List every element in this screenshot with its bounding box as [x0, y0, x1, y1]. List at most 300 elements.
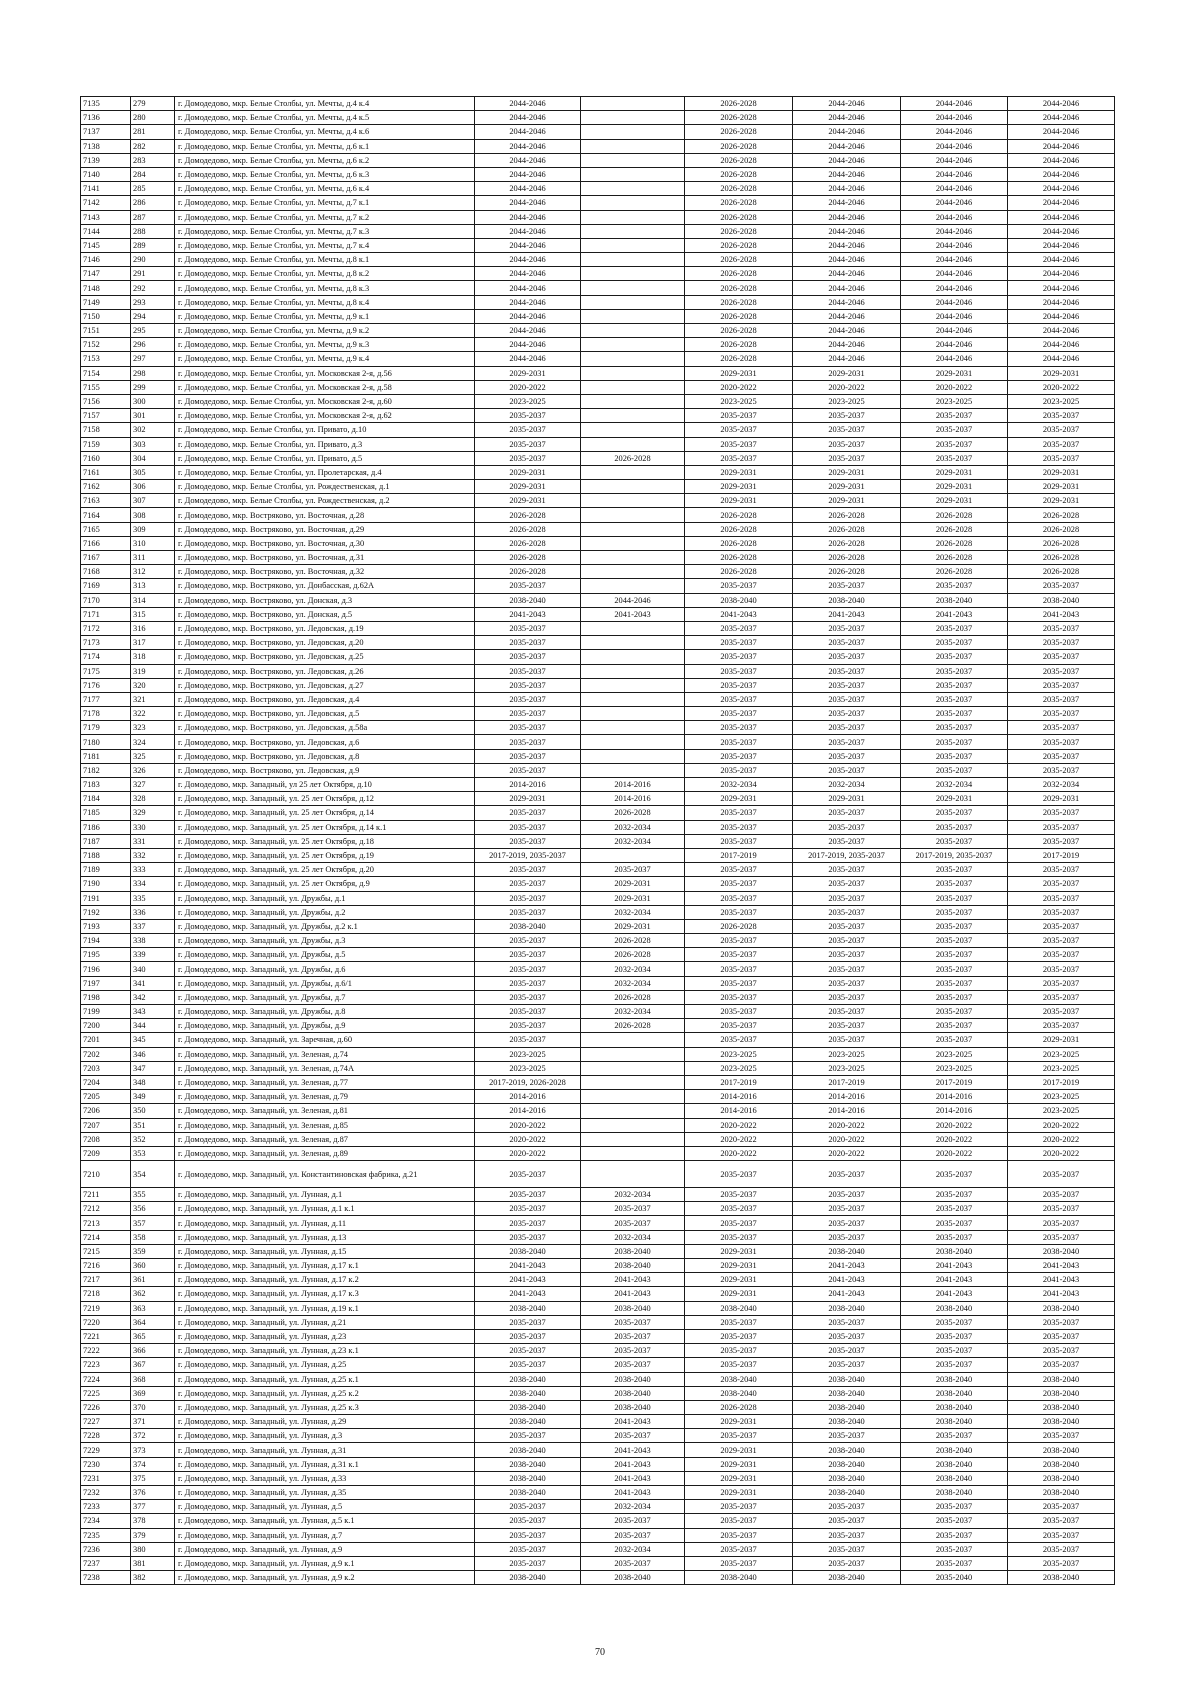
- table-cell: 328: [131, 792, 175, 806]
- table-cell: г. Домодедово, мкр. Западный, ул. Лунная, д.31: [175, 1443, 475, 1457]
- table-cell: 2044-2046: [793, 111, 901, 125]
- table-cell: 2044-2046: [901, 281, 1008, 295]
- table-cell: 7227: [81, 1415, 131, 1429]
- table-cell: 2044-2046: [475, 196, 581, 210]
- table-cell: г. Домодедово, мкр. Западный, ул. Дружбы, д.2: [175, 905, 475, 919]
- table-cell: 2035-2037: [901, 820, 1008, 834]
- table-cell: 7135: [81, 97, 131, 111]
- table-row: [81, 763, 1115, 777]
- table-cell: г. Домодедово, мкр. Белые Столбы, ул. Мечты, д.6 к.2: [175, 153, 475, 167]
- table-cell: 2023-2025: [685, 394, 793, 408]
- table-cell: 2035-2037: [901, 1514, 1008, 1528]
- table-cell: 2035-2037: [793, 806, 901, 820]
- table-cell: 2035-2037: [685, 721, 793, 735]
- table-cell: [581, 636, 685, 650]
- table-cell: 2020-2022: [901, 380, 1008, 394]
- table-cell: 2023-2025: [1008, 1047, 1115, 1061]
- table-cell: 7211: [81, 1188, 131, 1202]
- table-cell: 2026-2028: [901, 508, 1008, 522]
- table-cell: 2035-2037: [793, 650, 901, 664]
- table-cell: 2029-2031: [685, 792, 793, 806]
- table-cell: 2038-2040: [475, 593, 581, 607]
- table-row: [81, 1571, 1115, 1585]
- table-row: [81, 607, 1115, 621]
- table-cell: 337: [131, 919, 175, 933]
- table-cell: 2041-2043: [901, 1287, 1008, 1301]
- table-cell: 310: [131, 536, 175, 550]
- table-cell: 2026-2028: [685, 97, 793, 111]
- table-cell: [581, 423, 685, 437]
- table-cell: 2038-2040: [475, 1386, 581, 1400]
- table-cell: 7214: [81, 1230, 131, 1244]
- table-row: [81, 125, 1115, 139]
- table-cell: 2035-2037: [685, 934, 793, 948]
- table-cell: 2044-2046: [793, 182, 901, 196]
- table-cell: 363: [131, 1301, 175, 1315]
- table-cell: 2035-2037: [901, 1230, 1008, 1244]
- table-cell: 2035-2037: [1008, 678, 1115, 692]
- table-cell: 2029-2031: [685, 494, 793, 508]
- table-cell: [581, 565, 685, 579]
- table-cell: 2029-2031: [685, 480, 793, 494]
- table-cell: 7136: [81, 111, 131, 125]
- table-cell: 7179: [81, 721, 131, 735]
- table-cell: 2035-2037: [1008, 863, 1115, 877]
- table-cell: 2035-2037: [901, 891, 1008, 905]
- table-cell: 331: [131, 834, 175, 848]
- table-cell: 2026-2028: [685, 565, 793, 579]
- table-cell: 2014-2016: [475, 1104, 581, 1118]
- table-cell: 2032-2034: [581, 1500, 685, 1514]
- table-cell: 2032-2034: [793, 778, 901, 792]
- table-cell: г. Домодедово, мкр. Востряково, ул. Ледовская, д.19: [175, 621, 475, 635]
- table-cell: 2023-2025: [685, 1047, 793, 1061]
- table-cell: 2023-2025: [1008, 1090, 1115, 1104]
- table-cell: 2035-2037: [793, 749, 901, 763]
- table-row: [81, 1386, 1115, 1400]
- table-cell: 2044-2046: [475, 125, 581, 139]
- table-cell: 2041-2043: [793, 1259, 901, 1273]
- table-row: [81, 1429, 1115, 1443]
- table-cell: 2038-2040: [901, 1400, 1008, 1414]
- table-cell: 7142: [81, 196, 131, 210]
- table-cell: 2029-2031: [901, 792, 1008, 806]
- table-cell: 2035-2037: [475, 721, 581, 735]
- table-cell: 7139: [81, 153, 131, 167]
- table-cell: 2044-2046: [901, 267, 1008, 281]
- table-cell: г. Домодедово, мкр. Западный, ул. Дружбы, д.8: [175, 1005, 475, 1019]
- table-cell: [581, 324, 685, 338]
- table-cell: 2023-2025: [793, 1061, 901, 1075]
- table-cell: 2041-2043: [475, 1287, 581, 1301]
- table-row: [81, 1090, 1115, 1104]
- table-cell: [581, 153, 685, 167]
- table-cell: 2035-2037: [901, 692, 1008, 706]
- table-cell: 2029-2031: [901, 494, 1008, 508]
- table-cell: 2035-2037: [1008, 1358, 1115, 1372]
- table-cell: 339: [131, 948, 175, 962]
- table-cell: 2035-2037: [1008, 806, 1115, 820]
- table-cell: 2035-2037: [901, 919, 1008, 933]
- table-cell: 2044-2046: [1008, 139, 1115, 153]
- table-row: [81, 437, 1115, 451]
- table-cell: 7235: [81, 1528, 131, 1542]
- table-cell: 2035-2037: [901, 423, 1008, 437]
- table-cell: 2035-2037: [1008, 1230, 1115, 1244]
- table-cell: 2035-2037: [475, 1161, 581, 1188]
- table-cell: г. Домодедово, мкр. Западный, ул. Лунная, д.23 к.1: [175, 1344, 475, 1358]
- table-cell: 7194: [81, 934, 131, 948]
- table-cell: 2035-2037: [475, 437, 581, 451]
- table-cell: 2041-2043: [685, 607, 793, 621]
- table-cell: 2035-2037: [475, 749, 581, 763]
- table-cell: 2035-2037: [793, 1514, 901, 1528]
- table-cell: 2035-2037: [1008, 735, 1115, 749]
- table-cell: 7234: [81, 1514, 131, 1528]
- table-cell: 2035-2037: [901, 707, 1008, 721]
- table-cell: [581, 692, 685, 706]
- table-cell: 2026-2028: [685, 111, 793, 125]
- table-cell: г. Домодедово, мкр. Западный, ул. Лунная, д.7: [175, 1528, 475, 1542]
- table-cell: 2038-2040: [1008, 1400, 1115, 1414]
- table-cell: 2035-2037: [1008, 820, 1115, 834]
- table-cell: 2035-2037: [581, 1514, 685, 1528]
- table-cell: 7153: [81, 352, 131, 366]
- table-cell: 2038-2040: [1008, 1301, 1115, 1315]
- table-cell: г. Домодедово, мкр. Белые Столбы, ул. Мечты, д.9 к.3: [175, 338, 475, 352]
- table-cell: 2035-2037: [901, 806, 1008, 820]
- table-cell: 2029-2031: [685, 1471, 793, 1485]
- table-cell: 2044-2046: [475, 210, 581, 224]
- table-cell: 2020-2022: [793, 380, 901, 394]
- table-cell: г. Домодедово, мкр. Белые Столбы, ул. Мечты, д.7 к.2: [175, 210, 475, 224]
- table-cell: 2038-2040: [901, 1443, 1008, 1457]
- table-cell: 2035-2037: [685, 692, 793, 706]
- table-cell: 2029-2031: [475, 366, 581, 380]
- table-cell: г. Домодедово, мкр. Белые Столбы, ул. Мечты, д.6 к.3: [175, 167, 475, 181]
- table-cell: 2035-2037: [685, 834, 793, 848]
- table-row: [81, 97, 1115, 111]
- table-cell: 2035-2037: [475, 976, 581, 990]
- table-row: [81, 1033, 1115, 1047]
- table-cell: 2032-2034: [581, 905, 685, 919]
- table-cell: 2038-2040: [475, 1400, 581, 1414]
- table-cell: г. Домодедово, мкр. Востряково, ул. Восточная, д.29: [175, 522, 475, 536]
- table-row: [81, 863, 1115, 877]
- table-cell: 358: [131, 1230, 175, 1244]
- table-cell: 2032-2034: [581, 1188, 685, 1202]
- table-row: [81, 792, 1115, 806]
- table-cell: 2044-2046: [1008, 97, 1115, 111]
- table-cell: 2029-2031: [685, 1443, 793, 1457]
- table-cell: 2038-2040: [901, 1486, 1008, 1500]
- table-cell: [581, 125, 685, 139]
- table-cell: 2044-2046: [475, 97, 581, 111]
- table-row: [81, 281, 1115, 295]
- table-cell: 2035-2037: [685, 1033, 793, 1047]
- table-cell: 2041-2043: [581, 607, 685, 621]
- table-cell: 2044-2046: [901, 309, 1008, 323]
- table-cell: 7215: [81, 1244, 131, 1258]
- table-cell: 2020-2022: [793, 1132, 901, 1146]
- table-cell: г. Домодедово, мкр. Востряково, ул. Донбасская, д.62А: [175, 579, 475, 593]
- table-cell: 369: [131, 1386, 175, 1400]
- table-cell: 322: [131, 707, 175, 721]
- table-cell: 2035-2037: [475, 1202, 581, 1216]
- table-cell: 7212: [81, 1202, 131, 1216]
- table-cell: [581, 253, 685, 267]
- table-cell: г. Домодедово, мкр. Западный, ул. Лунная, д.35: [175, 1486, 475, 1500]
- table-cell: 7228: [81, 1429, 131, 1443]
- table-cell: 352: [131, 1132, 175, 1146]
- table-cell: 2029-2031: [1008, 480, 1115, 494]
- table-cell: 297: [131, 352, 175, 366]
- table-cell: 284: [131, 167, 175, 181]
- table-cell: 2044-2046: [1008, 153, 1115, 167]
- table-cell: 382: [131, 1571, 175, 1585]
- table-row: [81, 919, 1115, 933]
- table-cell: г. Домодедово, мкр. Западный, ул. Лунная, д.9 к.2: [175, 1571, 475, 1585]
- table-cell: 2029-2031: [793, 480, 901, 494]
- table-cell: 368: [131, 1372, 175, 1386]
- table-cell: 2041-2043: [581, 1486, 685, 1500]
- table-cell: 2035-2037: [685, 1528, 793, 1542]
- table-cell: [581, 139, 685, 153]
- table-cell: 2035-2037: [475, 636, 581, 650]
- table-cell: 7225: [81, 1386, 131, 1400]
- table-cell: 7193: [81, 919, 131, 933]
- table-cell: 2020-2022: [475, 380, 581, 394]
- table-cell: г. Домодедово, мкр. Белые Столбы, ул. Мечты, д.9 к.2: [175, 324, 475, 338]
- table-cell: 2026-2028: [901, 551, 1008, 565]
- table-cell: 2044-2046: [901, 338, 1008, 352]
- table-cell: 7202: [81, 1047, 131, 1061]
- table-row: [81, 834, 1115, 848]
- table-row: [81, 593, 1115, 607]
- table-cell: 2044-2046: [793, 309, 901, 323]
- table-cell: 2038-2040: [901, 593, 1008, 607]
- table-cell: 2035-2037: [685, 1514, 793, 1528]
- table-cell: 2035-2037: [793, 664, 901, 678]
- table-row: [81, 295, 1115, 309]
- table-cell: 362: [131, 1287, 175, 1301]
- table-cell: 2035-2037: [1008, 664, 1115, 678]
- table-cell: г. Домодедово, мкр. Востряково, ул. Ледовская, д.6: [175, 735, 475, 749]
- table-cell: 2041-2043: [475, 607, 581, 621]
- table-cell: 2044-2046: [1008, 267, 1115, 281]
- table-cell: 2038-2040: [1008, 1372, 1115, 1386]
- table-cell: 2032-2034: [581, 976, 685, 990]
- table-row: [81, 1528, 1115, 1542]
- table-row: [81, 267, 1115, 281]
- table-cell: 2035-2037: [793, 692, 901, 706]
- table-cell: [581, 238, 685, 252]
- table-cell: 2044-2046: [901, 210, 1008, 224]
- table-cell: 2044-2046: [475, 324, 581, 338]
- table-row: [81, 238, 1115, 252]
- table-row: [81, 536, 1115, 550]
- table-cell: 7165: [81, 522, 131, 536]
- table-cell: 2038-2040: [581, 1386, 685, 1400]
- table-cell: 2017-2019, 2035-2037: [793, 848, 901, 862]
- table-row: [81, 735, 1115, 749]
- table-cell: г. Домодедово, мкр. Западный, ул. Дружбы, д.7: [175, 990, 475, 1004]
- table-cell: 2044-2046: [581, 593, 685, 607]
- table-cell: 2035-2037: [793, 1315, 901, 1329]
- table-row: [81, 508, 1115, 522]
- table-cell: 7191: [81, 891, 131, 905]
- table-cell: 2038-2040: [685, 1386, 793, 1400]
- table-cell: 286: [131, 196, 175, 210]
- table-cell: г. Домодедово, мкр. Востряково, ул. Восточная, д.31: [175, 551, 475, 565]
- table-cell: 2038-2040: [581, 1259, 685, 1273]
- table-row: [81, 806, 1115, 820]
- table-cell: 7187: [81, 834, 131, 848]
- table-cell: 2029-2031: [793, 494, 901, 508]
- table-cell: 2035-2037: [901, 409, 1008, 423]
- table-cell: 2035-2037: [901, 1542, 1008, 1556]
- table-cell: 2038-2040: [793, 1400, 901, 1414]
- table-cell: 2038-2040: [581, 1301, 685, 1315]
- table-cell: [581, 437, 685, 451]
- table-row: [81, 153, 1115, 167]
- table-cell: 300: [131, 394, 175, 408]
- table-row: [81, 1075, 1115, 1089]
- table-cell: 2035-2037: [475, 451, 581, 465]
- table-cell: 326: [131, 763, 175, 777]
- table-cell: 2035-2037: [685, 1556, 793, 1570]
- table-cell: 2032-2034: [581, 962, 685, 976]
- table-cell: [581, 267, 685, 281]
- table-cell: 2026-2028: [685, 324, 793, 338]
- table-cell: 2035-2037: [475, 1500, 581, 1514]
- table-cell: 2035-2037: [1008, 905, 1115, 919]
- table-cell: 290: [131, 253, 175, 267]
- table-cell: 7238: [81, 1571, 131, 1585]
- table-cell: 2029-2031: [793, 465, 901, 479]
- table-cell: 7230: [81, 1457, 131, 1471]
- table-cell: 2035-2037: [793, 1542, 901, 1556]
- table-cell: 2029-2031: [1008, 792, 1115, 806]
- table-cell: 2035-2037: [793, 1329, 901, 1343]
- table-cell: г. Домодедово, мкр. Западный, ул. Лунная, д.25 к.2: [175, 1386, 475, 1400]
- table-cell: 2035-2037: [793, 948, 901, 962]
- table-cell: 2035-2037: [685, 621, 793, 635]
- page-number: 70: [595, 1647, 605, 1658]
- table-cell: 7199: [81, 1005, 131, 1019]
- table-cell: 7166: [81, 536, 131, 550]
- table-row: [81, 1500, 1115, 1514]
- table-cell: 2035-2037: [475, 735, 581, 749]
- table-cell: 319: [131, 664, 175, 678]
- table-cell: 2041-2043: [1008, 1259, 1115, 1273]
- table-cell: 380: [131, 1542, 175, 1556]
- table-cell: 7172: [81, 621, 131, 635]
- table-cell: 2026-2028: [685, 551, 793, 565]
- table-row: [81, 934, 1115, 948]
- table-cell: г. Домодедово, мкр. Востряково, ул. Донская, д.5: [175, 607, 475, 621]
- table-cell: 2035-2037: [901, 976, 1008, 990]
- table-cell: 2026-2028: [685, 352, 793, 366]
- table-cell: г. Домодедово, мкр. Белые Столбы, ул. Мечты, д.7 к.1: [175, 196, 475, 210]
- table-cell: 2017-2019, 2035-2037: [475, 848, 581, 862]
- table-cell: 7213: [81, 1216, 131, 1230]
- table-cell: 2035-2037: [901, 1216, 1008, 1230]
- table-cell: 2035-2037: [685, 749, 793, 763]
- table-cell: 2035-2037: [685, 1188, 793, 1202]
- table-cell: г. Домодедово, мкр. Белые Столбы, ул. Мечты, д.4 к.4: [175, 97, 475, 111]
- table-cell: 2026-2028: [793, 522, 901, 536]
- table-cell: 7152: [81, 338, 131, 352]
- table-cell: 2035-2037: [901, 1033, 1008, 1047]
- table-cell: 289: [131, 238, 175, 252]
- table-cell: 2020-2022: [1008, 1146, 1115, 1160]
- table-cell: 2026-2028: [1008, 551, 1115, 565]
- table-cell: 2035-2037: [1008, 437, 1115, 451]
- table-cell: 2038-2040: [793, 1372, 901, 1386]
- table-row: [81, 1146, 1115, 1160]
- table-cell: 2014-2016: [475, 1090, 581, 1104]
- table-cell: 288: [131, 224, 175, 238]
- table-cell: 2035-2037: [685, 579, 793, 593]
- table-cell: 354: [131, 1161, 175, 1188]
- table-cell: г. Домодедово, мкр. Западный, ул. Лунная, д.33: [175, 1471, 475, 1485]
- table-cell: 2026-2028: [1008, 508, 1115, 522]
- table-cell: 2017-2019: [793, 1075, 901, 1089]
- table-cell: 2044-2046: [793, 196, 901, 210]
- table-cell: 2035-2037: [1008, 891, 1115, 905]
- table-cell: 2044-2046: [1008, 125, 1115, 139]
- table-cell: 7149: [81, 295, 131, 309]
- table-cell: 2044-2046: [793, 139, 901, 153]
- table-cell: 2035-2037: [901, 1315, 1008, 1329]
- table-row: [81, 621, 1115, 635]
- table-row: [81, 1358, 1115, 1372]
- table-cell: 2035-2037: [901, 1188, 1008, 1202]
- table-cell: 2017-2019: [901, 1075, 1008, 1089]
- table-cell: г. Домодедово, мкр. Белые Столбы, ул. Мечты, д.4 к.6: [175, 125, 475, 139]
- table-cell: 7160: [81, 451, 131, 465]
- table-cell: 2026-2028: [581, 806, 685, 820]
- table-cell: [581, 650, 685, 664]
- table-cell: 2035-2037: [793, 934, 901, 948]
- table-cell: 2035-2037: [685, 1315, 793, 1329]
- table-cell: 2044-2046: [1008, 352, 1115, 366]
- table-row: [81, 352, 1115, 366]
- table-cell: 7231: [81, 1471, 131, 1485]
- table-cell: 2035-2037: [1008, 692, 1115, 706]
- table-cell: 301: [131, 409, 175, 423]
- table-cell: г. Домодедово, мкр. Западный, ул. 25 лет Октября, д.14 к.1: [175, 820, 475, 834]
- table-cell: 2026-2028: [685, 238, 793, 252]
- table-row: [81, 465, 1115, 479]
- table-cell: 2035-2037: [793, 409, 901, 423]
- table-cell: г. Домодедово, мкр. Западный, ул. Лунная, д.29: [175, 1415, 475, 1429]
- table-cell: 7219: [81, 1301, 131, 1315]
- table-cell: 2035-2037: [793, 1202, 901, 1216]
- table-cell: 7150: [81, 309, 131, 323]
- table-cell: 2035-2037: [1008, 1019, 1115, 1033]
- table-cell: 2029-2031: [685, 1287, 793, 1301]
- table-cell: 2035-2037: [685, 1230, 793, 1244]
- table-cell: 2035-2037: [1008, 1514, 1115, 1528]
- table-row: [81, 1556, 1115, 1570]
- table-cell: [581, 749, 685, 763]
- table-cell: 2026-2028: [793, 536, 901, 550]
- table-cell: 2035-2037: [1008, 948, 1115, 962]
- table-cell: 2035-2037: [475, 423, 581, 437]
- table-cell: 2017-2019: [685, 848, 793, 862]
